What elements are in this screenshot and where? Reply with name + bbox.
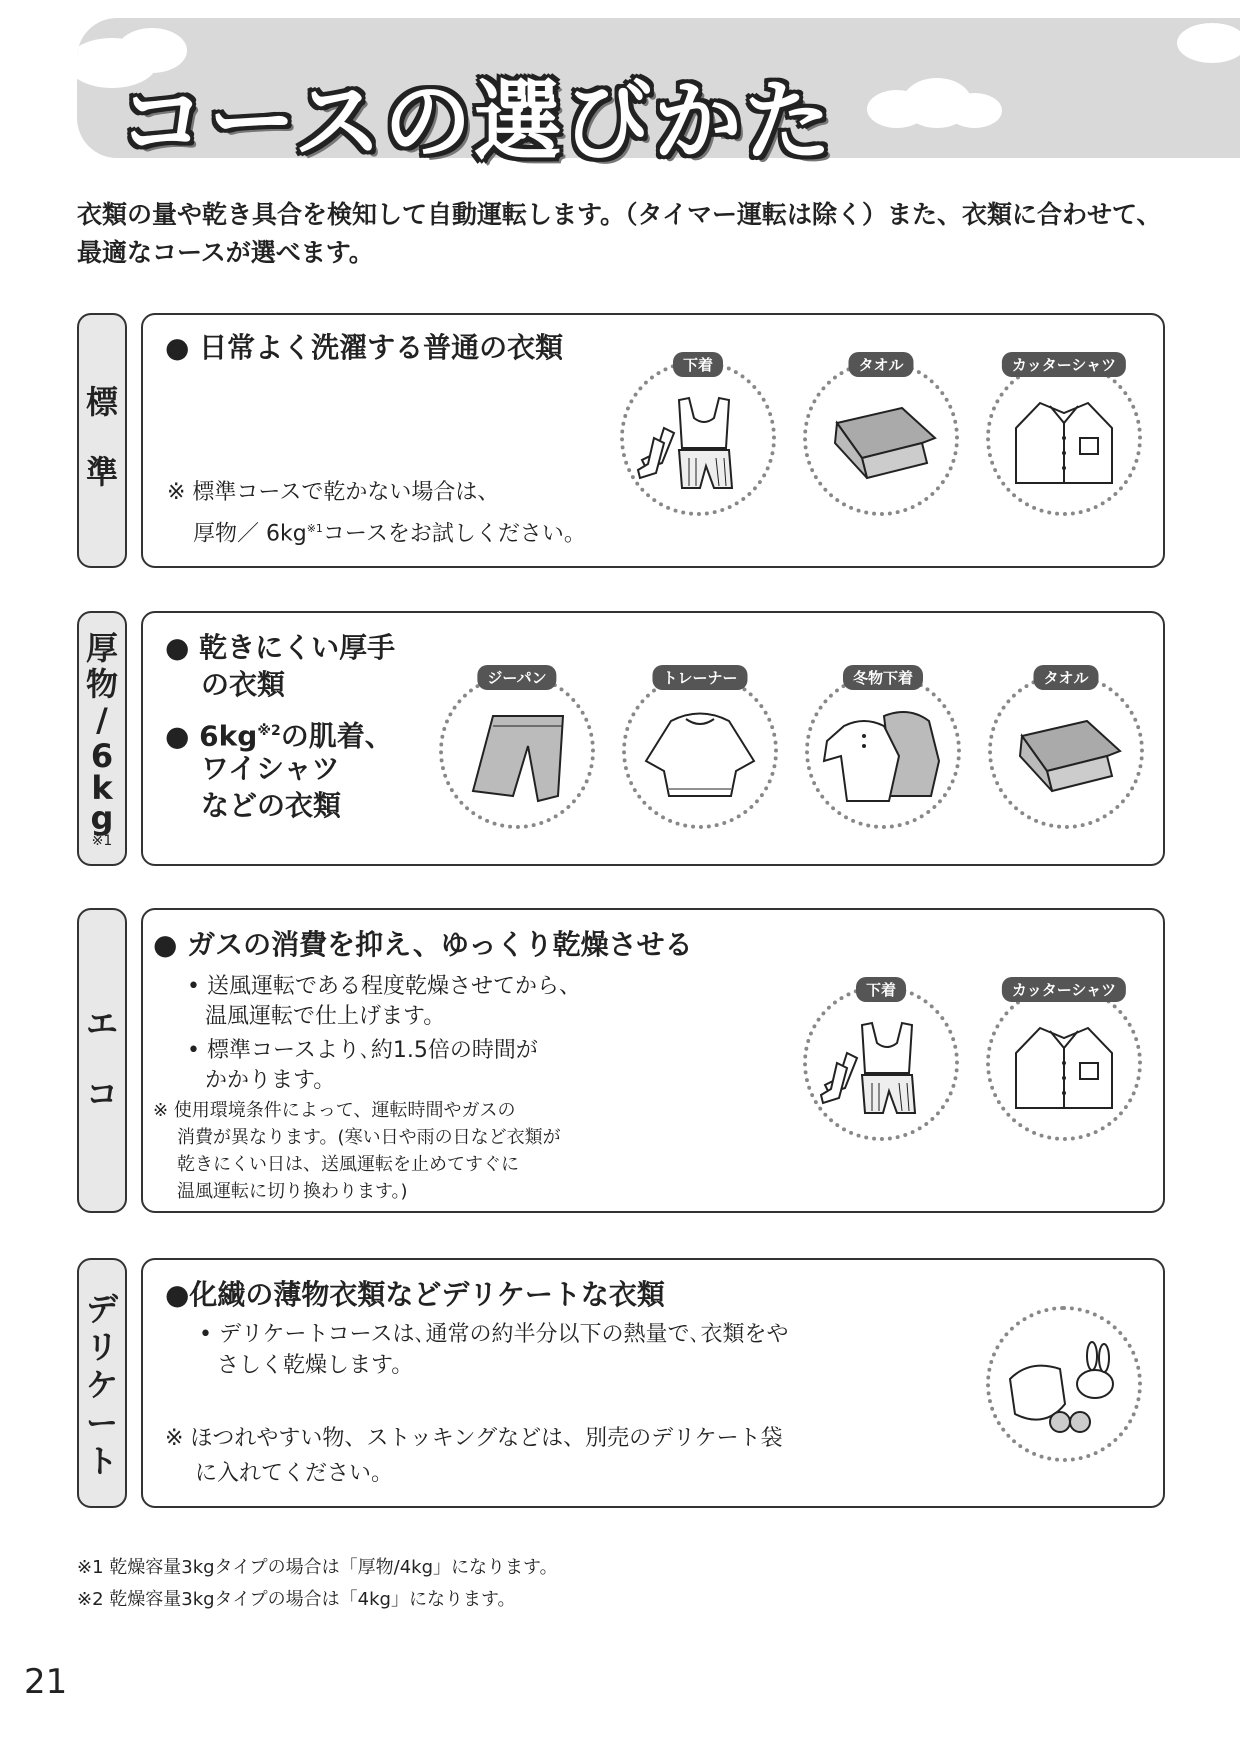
item-label: カッターシャツ: [1002, 977, 1126, 1002]
lingerie-icon: [1000, 1334, 1128, 1444]
item-label: カッターシャツ: [1002, 352, 1126, 377]
item-dress-shirt: [986, 981, 1142, 1141]
tab-char: g: [90, 799, 114, 837]
tab-heavy: [77, 611, 127, 866]
course-note: ※ 使用環境条件によって、運転時間やガスの: [153, 1100, 516, 1121]
tab-char: ケ: [85, 1366, 118, 1404]
course-note: 消費が異なります。(寒い日や雨の日など衣類が: [177, 1127, 561, 1148]
item-winter-underwear: [805, 669, 961, 829]
course-heading: ● 乾きにくい厚手: [165, 631, 396, 664]
course-bullet: • 標準コースより､約1.5倍の時間が: [187, 1038, 538, 1063]
shirt-icon: [1000, 1013, 1128, 1123]
item-lingerie: [986, 1306, 1142, 1462]
item-sweatshirt: [622, 669, 778, 829]
underwear-icon: [634, 388, 762, 498]
course-note: [193, 514, 586, 549]
item-dress-shirt: [986, 356, 1142, 516]
course-note: 乾きにくい日は、送風運転を止めてすぐに: [177, 1154, 519, 1175]
course-bullet: かかります。: [205, 1068, 336, 1093]
tab-standard: [77, 313, 127, 568]
intro-text: 衣類の量や乾き具合を検知して自動運転します。（タイマー運転は除く）また、衣類に合わせて、最適なコースが選べます。: [77, 200, 1162, 267]
note-sup: ※1: [306, 522, 323, 535]
item-towel: [803, 356, 959, 516]
towel-icon: [817, 388, 945, 498]
footnote: ※1 乾燥容量3kgタイプの場合は「厚物/4kg」になります。: [77, 1557, 558, 1578]
underwear-icon: [817, 1013, 945, 1123]
course-eco-box: [141, 908, 1165, 1213]
course-note: に入れてください。: [195, 1461, 394, 1486]
tab-char: 準: [85, 453, 118, 491]
item-towel: [988, 669, 1144, 829]
course-note: ※ 標準コースで乾かない場合は、: [167, 480, 500, 505]
sweatshirt-icon: [636, 701, 764, 811]
tab-char: /: [96, 701, 108, 739]
course-note: ※ ほつれやすい物、ストッキングなどは、別売のデリケート袋: [165, 1426, 783, 1451]
course-heavy-box: [141, 611, 1165, 866]
course-standard-box: [141, 313, 1165, 568]
course-heading: ● 日常よく洗濯する普通の衣類: [165, 331, 564, 364]
heading-sup: ※2: [257, 723, 281, 739]
course-heading: ワイシャツ: [201, 752, 340, 785]
tab-eco: [77, 908, 127, 1213]
tab-char: 6: [90, 737, 114, 775]
item-label: 下着: [856, 977, 906, 1002]
course-bullet: 温風運転で仕上げます。: [205, 1004, 446, 1029]
note-text: コースをお試しください。: [322, 521, 586, 547]
item-label: 冬物下着: [843, 665, 923, 690]
item-label: ジーパン: [477, 665, 556, 690]
tab-char: エ: [85, 1005, 118, 1043]
course-bullet: さしく乾燥します。: [217, 1353, 414, 1378]
footnote: ※2 乾燥容量3kgタイプの場合は「4kg」になります。: [77, 1589, 516, 1610]
winter-underwear-icon: [819, 701, 947, 811]
tab-delicate: [77, 1258, 127, 1508]
towel-icon: [1002, 701, 1130, 811]
course-heading: などの衣類: [201, 789, 342, 822]
tab-char: リ: [85, 1328, 118, 1366]
cloud-decoration: [947, 93, 1002, 128]
item-jeans: [439, 669, 595, 829]
item-label: 下着: [673, 352, 723, 377]
heading-text: の肌着、: [280, 719, 393, 753]
course-heading: ● ガスの消費を抑え、ゆっくり乾燥させる: [153, 928, 693, 961]
course-bullet: • 送風運転である程度乾燥させてから、: [187, 974, 581, 999]
page-number: 21: [24, 1662, 68, 1702]
tab-char: ト: [85, 1442, 118, 1480]
tab-char: 厚: [85, 629, 118, 667]
cloud-decoration: [1177, 23, 1240, 63]
tab-char: ー: [85, 1404, 118, 1442]
course-heading: ●化繊の薄物衣類などデリケートな衣類: [165, 1278, 665, 1311]
tab-char: k: [91, 769, 113, 807]
tab-char: 物: [85, 665, 118, 703]
item-underwear: [620, 356, 776, 516]
course-bullet: • デリケートコースは､通常の約半分以下の熱量で､衣類をや: [199, 1322, 789, 1347]
item-label: トレーナー: [652, 665, 747, 690]
course-heading: の衣類: [201, 668, 286, 701]
tab-note: ※1: [91, 833, 113, 849]
note-text: 厚物／ 6kg: [193, 521, 307, 547]
tab-char: コ: [85, 1075, 118, 1113]
page-title: コースの選びかた: [118, 70, 834, 173]
tab-char: 標: [85, 383, 118, 421]
course-note: 温風運転に切り換わります。): [177, 1181, 408, 1202]
tab-char: デ: [85, 1290, 118, 1328]
item-underwear: [803, 981, 959, 1141]
item-label: タオル: [848, 352, 913, 377]
course-heading: [165, 713, 393, 754]
jeans-icon: [453, 701, 581, 811]
shirt-icon: [1000, 388, 1128, 498]
heading-text: ● 6kg: [165, 719, 258, 753]
item-label: タオル: [1033, 665, 1098, 690]
course-delicate-box: [141, 1258, 1165, 1508]
